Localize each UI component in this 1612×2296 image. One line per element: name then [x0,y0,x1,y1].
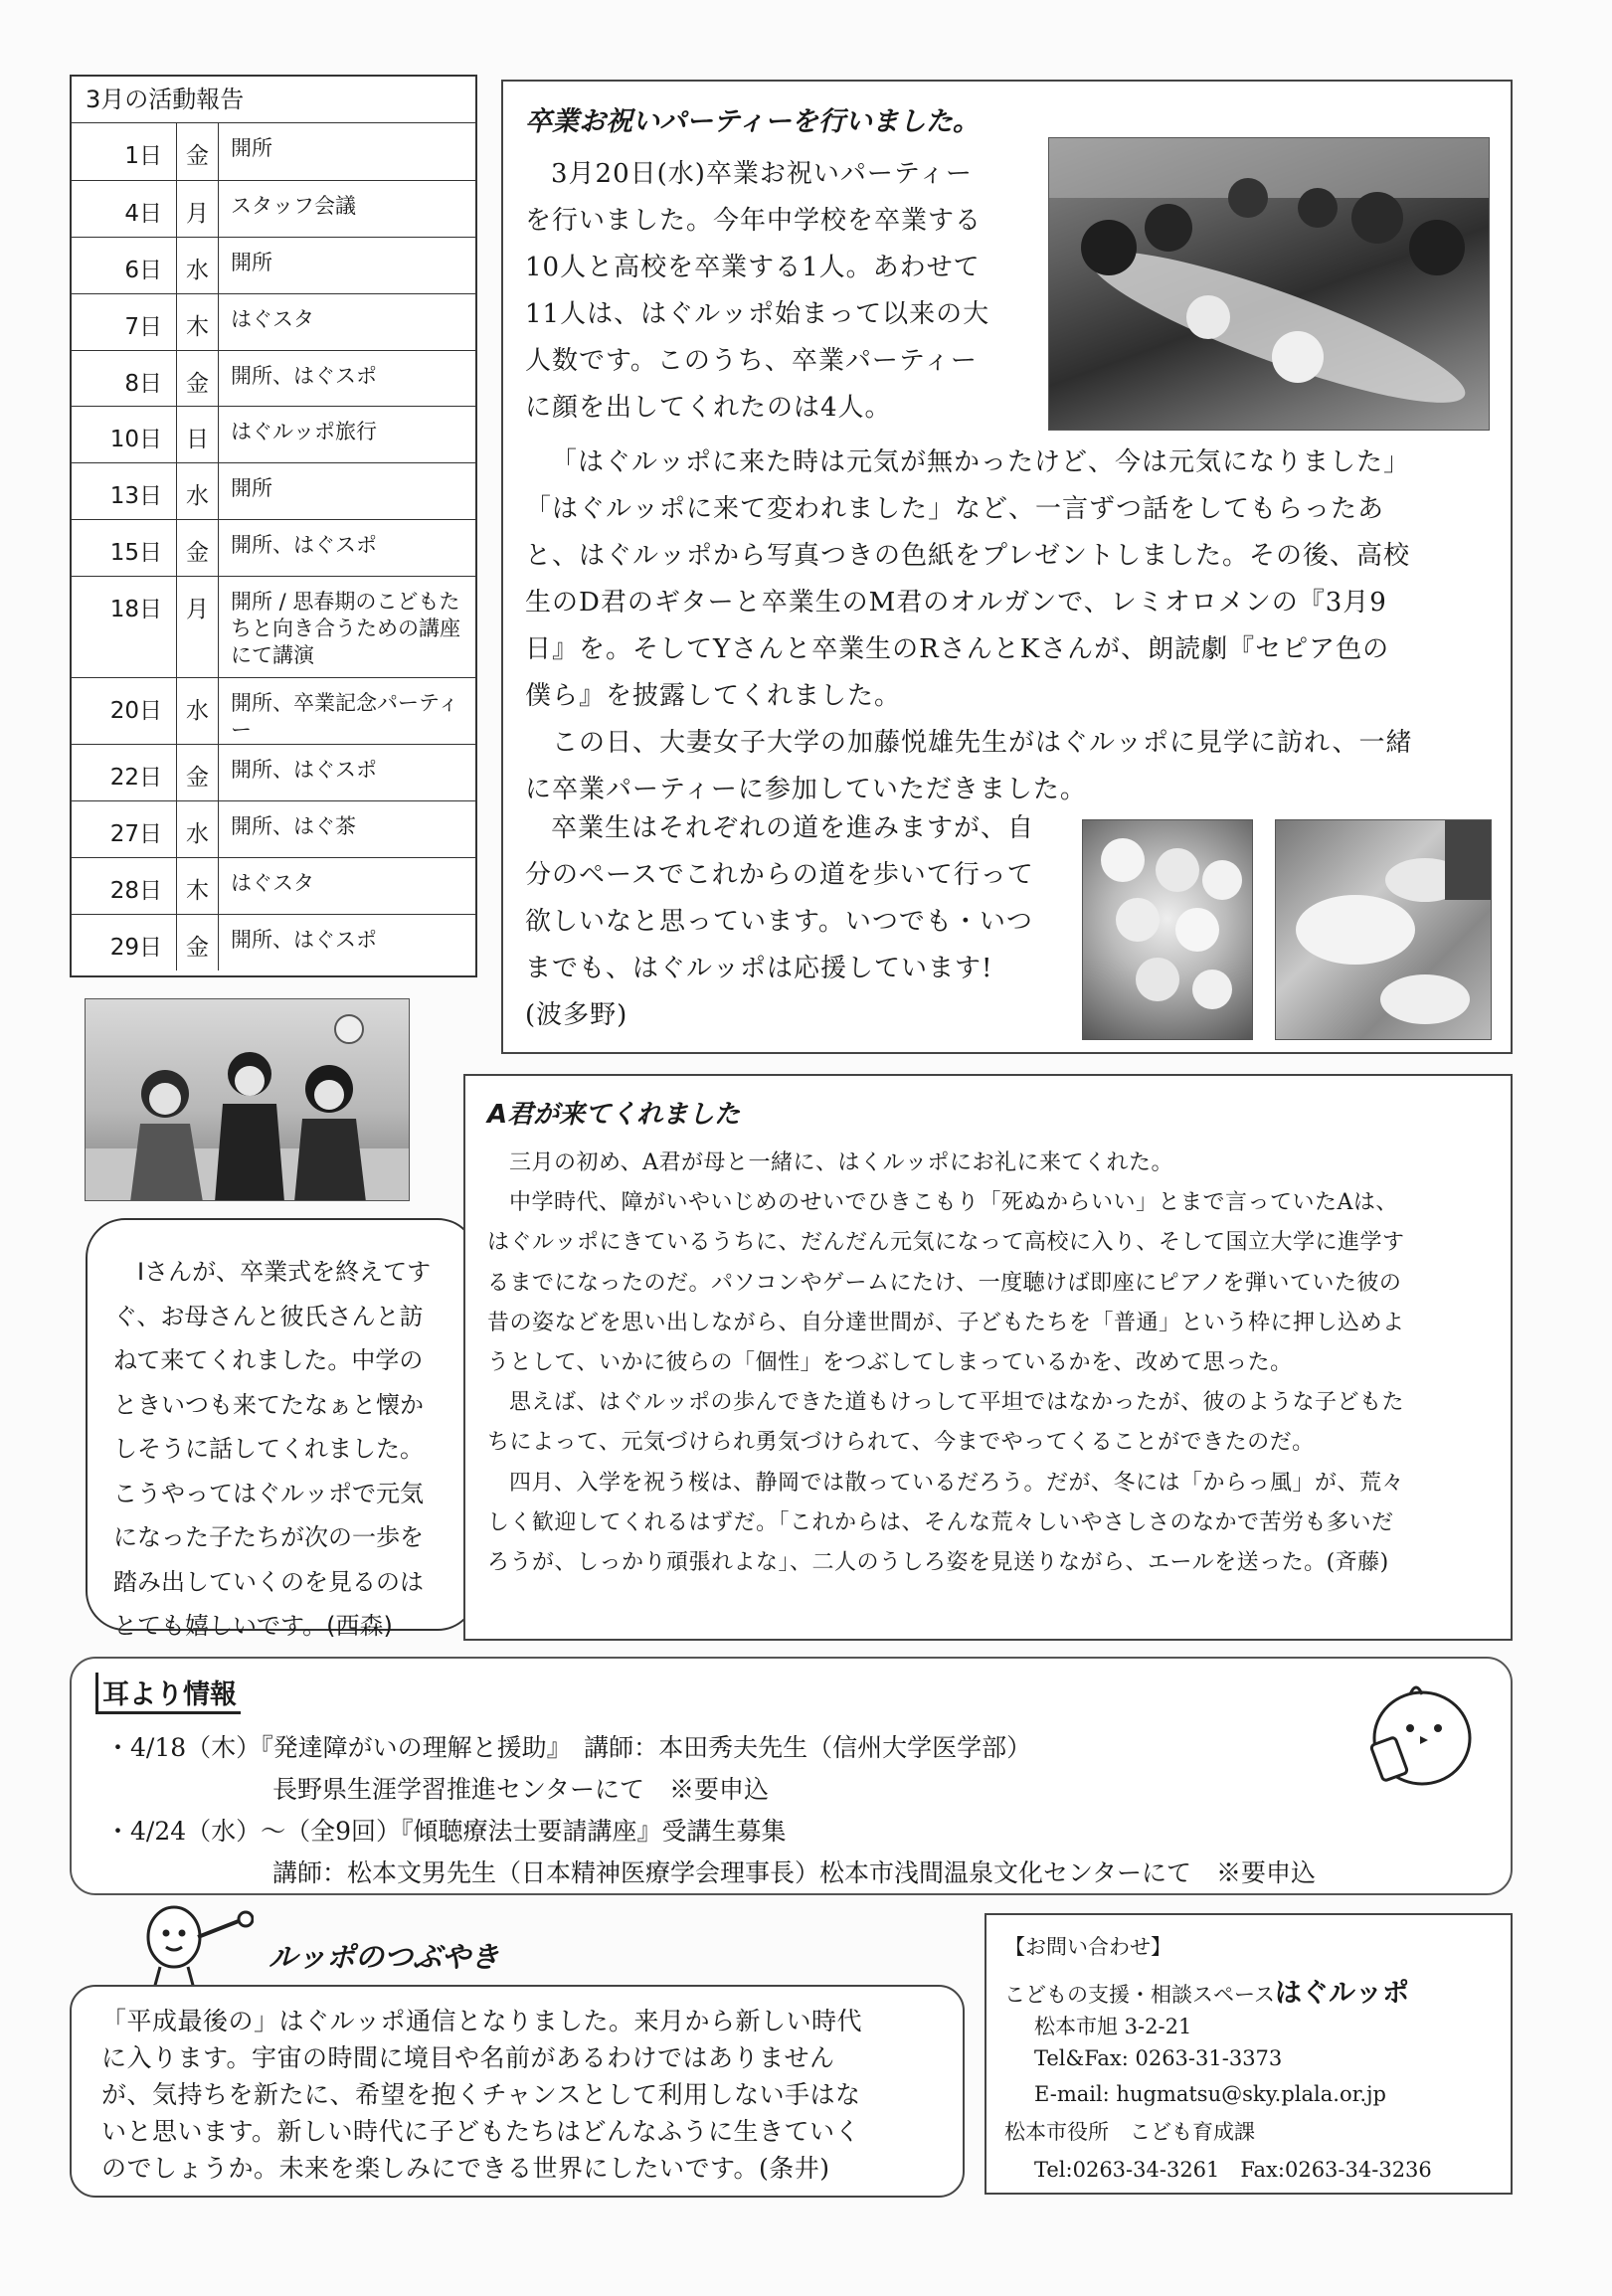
bubble-line: ぐ、お母さんと彼氏さんと訪 [113,1302,424,1330]
tsubuyaki-box [70,1985,965,2198]
party-main-line: 日』を。そしてYさんと卒業生のRさんとKさんが、朗読劇『セピア色の [525,634,1390,664]
activity-day: 22日 [72,745,177,800]
activity-weekday: 金 [177,915,219,971]
activity-event: 開所、はぐスポ [231,927,377,952]
akun-line: 昔の姿などを思い出しながら、自分達世間が、子どもたちを「普通」という枠に押し込めよ [487,1310,1405,1335]
party-closing-line: 卒業生はそれぞれの道を進みますが、自 [551,813,1035,843]
activity-report-rows [72,123,475,971]
bubble-line: ねて来てくれました。中学の [113,1346,424,1374]
news-title: 耳より情報 [95,1673,241,1714]
party-article-title: 卒業お祝いパーティーを行いました。 [525,106,980,137]
party-intro-text [525,151,1052,432]
party-main-line: と、はぐルッポから写真つきの色紙をプレゼントしました。その後、高校 [525,541,1410,571]
bubble-line: ときいつも来てたなぁと懐か [113,1390,424,1419]
activity-row [72,462,475,519]
akun-article-body [487,1144,1494,1583]
news-item-2: ・4/24（水）～（全9回）『傾聴療法士要請講座』受講生募集 [105,1817,787,1846]
activity-weekday: 水 [177,801,219,857]
activity-weekday: 水 [177,238,219,293]
akun-line: ちによって、元気づけられ勇気づけられて、今までやってくることができたのだ。 [487,1430,1315,1456]
activity-day: 8日 [72,351,177,407]
bubble-line: Iさんが、卒業式を終えてす [137,1258,432,1286]
party-main-text [525,440,1495,813]
ruppo-mascot-icon [124,1897,254,1991]
activity-day: 7日 [72,294,177,350]
akun-line: 中学時代、障がいやいじめのせいでひきこもり「死ぬからいい」とまで言っていたAは、 [509,1190,1398,1216]
contact-email: E-mail: hugmatsu@sky.plala.or.jp [1034,2082,1386,2106]
activity-weekday: 金 [177,123,219,180]
bubble-line: になった子たちが次の一歩を [113,1523,424,1551]
food-photo-1 [1082,819,1253,1040]
activity-day: 4日 [72,181,177,237]
activity-weekday: 水 [177,678,219,744]
activity-weekday: 木 [177,294,219,350]
party-main-line: 僕ら』を披露してくれました。 [525,681,902,711]
bubble-line: とても嬉しいです。(西森) [113,1612,393,1640]
tsubuyaki-line: いと思います。新しい時代に子どもたちはどんなふうに生きていく [101,2117,861,2146]
activity-day: 6日 [72,238,177,293]
activity-event: 開所、はぐスポ [231,363,377,388]
activity-weekday: 月 [177,577,219,677]
activity-day: 29日 [72,915,177,971]
activity-report-table [70,75,477,977]
activity-row [72,800,475,857]
activity-day: 10日 [72,407,177,462]
akun-line: 四月、入学を祝う桜は、静岡では散っているだろう。だが、冬には「からっ風」が、荒々 [509,1470,1405,1496]
activity-day: 1日 [72,123,177,180]
akun-article [463,1074,1513,1641]
party-main-line: この日、大妻女子大学の加藤悦雄先生がはぐルッポに見学に訪れ、一緒 [525,728,1413,758]
contact-tel-fax: Tel&Fax: 0263-31-3373 [1034,2046,1283,2070]
contact-office: 松本市役所 こども育成課 [1004,2120,1255,2144]
chick-mascot-icon [1354,1677,1484,1796]
activity-day: 13日 [72,463,177,519]
activity-event: はぐスタ [231,306,314,331]
activity-weekday: 金 [177,520,219,576]
activity-row [72,519,475,576]
tsubuyaki-title: ルッポのつぶやき [269,1940,500,1974]
akun-line: るまでになったのだ。パソコンやゲームにたけ、一度聴けば即座にピアノを弾いていた彼の [487,1270,1402,1296]
activity-row [72,744,475,800]
contact-org-name: はぐルッポ [1274,1978,1409,2009]
activity-event: 開所 [231,136,272,160]
activity-row [72,406,475,462]
activity-row [72,180,475,237]
activity-report-title: 3月の活動報告 [72,77,475,123]
activity-event: 開所 [231,476,272,501]
party-closing-line: までも、はぐルッポは応援しています! [525,954,993,983]
contact-address: 松本市旭 3-2-21 [1034,2015,1192,2038]
news-item-1-venue: 長野県生涯学習推進センターにて ※要申込 [272,1775,770,1804]
party-intro-line: 3月20日(水)卒業お祝いパーティー [551,159,973,189]
activity-event: はぐルッポ旅行 [231,420,377,444]
activity-weekday: 木 [177,858,219,914]
bubble-line: しそうに話してくれました。 [113,1435,424,1463]
graduation-photo [85,998,410,1201]
party-closing-line: 欲しいなと思っています。いつでも・いつ [525,907,1033,937]
contact-heading: 【お問い合わせ】 [1004,1935,1171,1959]
activity-row [72,576,475,677]
party-article [501,80,1513,1054]
activity-weekday: 金 [177,351,219,407]
party-main-line: 「はぐルッポに来た時は元気が無かったけど、今は元気になりました」 [551,447,1411,477]
activity-row [72,677,475,744]
activity-weekday: 日 [177,407,219,462]
activity-row [72,350,475,407]
activity-weekday: 金 [177,745,219,800]
party-main-line: に卒業パーティーに参加していただきました。 [525,775,1087,804]
akun-line: しく歓迎してくれるはずだ。「これからは、そんな荒々しいやさしさのなかで苦労も多いだ [487,1509,1394,1535]
activity-event: 開所、はぐスポ [231,533,377,558]
party-intro-line: 10人と高校を卒業する1人。あわせて [525,253,981,282]
party-closing-line: (波多野) [525,1000,628,1030]
contact-box [985,1913,1513,2195]
akun-line: 思えば、はぐルッポの歩んできた道もけっして平坦ではなかったが、彼のような子どもた [509,1390,1405,1416]
activity-event: スタッフ会議 [231,193,356,218]
akun-line: ろうが、しっかり頑張れよな」、二人のうしろ姿を見送りながら、エールを送った。(斉藤) [487,1550,1389,1576]
tsubuyaki-text [101,2003,937,2187]
party-closing-text [525,805,1082,1039]
activity-day: 18日 [72,577,177,677]
tsubuyaki-line: が、気持ちを新たに、希望を抱くチャンスとして利用しない手はな [101,2080,861,2109]
activity-day: 28日 [72,858,177,914]
activity-event: はぐスタ [231,870,314,895]
akun-line: 三月の初め、A君が母と一緒に、はくルッポにお礼に来てくれた。 [509,1150,1174,1175]
bubble-line: こうやってはぐルッポで元気 [113,1479,424,1507]
akun-article-title: A君が来てくれました [487,1100,741,1130]
activity-event: 開所 [231,250,272,274]
news-item-2-detail: 講師：松本文男先生（日本精神医療学会理事長）松本市浅間温泉文化センターにて ※要申込 [272,1858,1317,1887]
activity-day: 27日 [72,801,177,857]
party-main-line: 「はぐルッポに来て変われました」など、一言ずつ話をしてもらったあ [525,494,1385,524]
news-box [70,1657,1513,1895]
activity-row [72,237,475,293]
activity-row [72,914,475,971]
tsubuyaki-line: に入ります。宇宙の時間に境目や名前があるわけではありません [101,2043,835,2072]
activity-day: 15日 [72,520,177,576]
activity-row [72,293,475,350]
graduation-comment-text [113,1250,461,1649]
party-intro-line: 11人は、はぐルッポ始まって以来の大 [525,299,990,329]
bubble-line: 踏み出していくのを見るのは [113,1567,424,1596]
tsubuyaki-line: のでしょうか。未来を楽しみにできる世界にしたいです。(条井) [101,2154,830,2183]
activity-weekday: 月 [177,181,219,237]
food-photo-2 [1275,819,1492,1040]
contact-office-phone: Tel:0263-34-3261 Fax:0263-34-3236 [1034,2158,1432,2182]
party-closing-line: 分のペースでこれからの道を歩いて行って [525,860,1034,890]
akun-line: はぐルッポにきているうちに、だんだん元気になって高校に入り、そして国立大学に進学す [487,1230,1405,1256]
contact-org-prefix: こどもの支援・相談スペース [1004,1983,1275,2007]
activity-event: 開所、はぐスポ [231,758,377,783]
party-intro-line: を行いました。今年中学校を卒業する [525,206,983,236]
activity-event: 開所、はぐ茶 [231,814,356,839]
activity-day: 20日 [72,678,177,744]
party-intro-line: に顔を出してくれたのは4人。 [525,393,892,423]
party-intro-line: 人数です。このうち、卒業パーティー [525,346,978,376]
activity-row [72,857,475,914]
tsubuyaki-line: 「平成最後の」はぐルッポ通信となりました。来月から新しい時代 [101,2007,863,2035]
contact-org [1004,1971,1409,2010]
akun-line: うとして、いかに彼らの「個性」をつぶしてしまっているかを、改めて思った。 [487,1350,1293,1376]
graduation-comment-bubble [86,1218,477,1640]
activity-event: 開所、卒業記念パーティー [231,691,459,743]
activity-event: 開所 / 思春期のこどもたちと向き合うための講座にて講演 [231,590,460,668]
activity-row [72,123,475,180]
activity-weekday: 水 [177,463,219,519]
party-photo [1048,137,1490,431]
news-item-1: ・4/18（木）『発達障がいの理解と援助』 講師：本田秀夫先生（信州大学医学部） [105,1733,1032,1762]
party-main-line: 生のD君のギターと卒業生のM君のオルガンで、レミオロメンの『3月9 [525,588,1387,618]
